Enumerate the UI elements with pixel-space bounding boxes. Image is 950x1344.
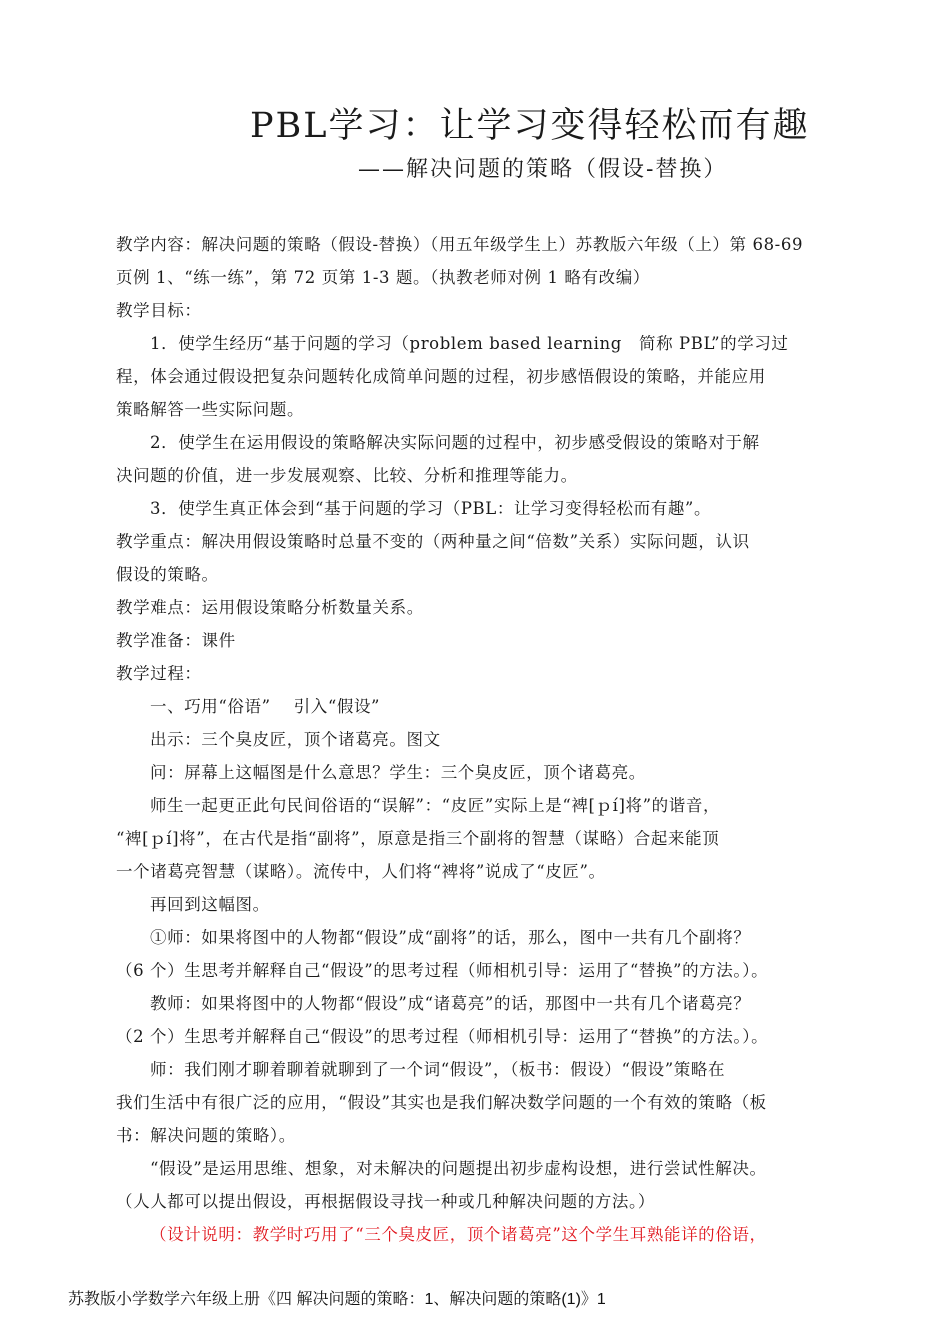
text-line: “裨[ｐí]将”，在古代是指“副将”，原意是指三个副将的智慧（谋略）合起来能顶 [116, 829, 720, 848]
text-line: ①师：如果将图中的人物都“假设”成“副将”的话，那么，图中一共有几个副将？ [150, 928, 751, 947]
design-note-line: （设计说明：教学时巧用了“三个臭皮匠，顶个诸葛亮”这个学生耳熟能详的俗语， [150, 1225, 767, 1244]
text-line: 2．使学生在运用假设的策略解决实际问题的过程中，初步感受假设的策略对于解 [150, 433, 760, 452]
page-title: PBL学习：让学习变得轻松而有趣 [250, 106, 810, 146]
text-line: 教师：如果将图中的人物都“假设”成“诸葛亮”的话，那图中一共有几个诸葛亮？ [150, 994, 751, 1013]
text-line: 一个诸葛亮智慧（谋略）。流传中，人们将“裨将”说成了“皮匠”。 [116, 862, 606, 881]
text-line: 问：屏幕上这幅图是什么意思？学生：三个臭皮匠，顶个诸葛亮。 [150, 763, 646, 782]
page-subtitle: ——解决问题的策略（假设-替换） [358, 157, 728, 182]
text-line: 假设的策略。 [116, 565, 219, 584]
text-line: （人人都可以提出假设，再根据假设寻找一种或几种解决问题的方法。） [116, 1192, 655, 1211]
text-line: 教学内容：解决问题的策略（假设-替换）（用五年级学生上）苏教版六年级（上）第 68-69 [116, 235, 804, 254]
text-line: 师生一起更正此句民间俗语的“误解”：“皮匠”实际上是“裨[ｐí]将”的谐音， [150, 796, 721, 815]
page-footer: 苏教版小学数学六年级上册《四 解决问题的策略：1、解决问题的策略(1)》1 [68, 1291, 606, 1308]
text-line: 决问题的价值，进一步发展观察、比较、分析和推理等能力。 [116, 466, 578, 485]
text-line: 1．使学生经历“基于问题的学习（problem based learning 简称 PBL”的学习过 [150, 334, 789, 353]
text-line: 一、巧用“俗语” 引入“假设” [150, 697, 381, 716]
text-line: 教学准备：课件 [116, 631, 236, 650]
section-heading: 教学目标： [116, 301, 202, 320]
section-heading: 教学过程： [116, 664, 202, 683]
text-line: 教学难点：运用假设策略分析数量关系。 [116, 598, 424, 617]
text-line: （6 个）生思考并解释自己“假设”的思考过程（师相机引导：运用了“替换”的方法。）。 [116, 961, 769, 980]
text-line: 页例 1、“练一练”，第 72 页第 1-3 题。（执教老师对例 1 略有改编） [116, 268, 650, 287]
text-line: 策略解答一些实际问题。 [116, 400, 305, 419]
text-line: 书：解决问题的策略）。 [116, 1126, 296, 1145]
text-line: 师：我们刚才聊着聊着就聊到了一个词“假设”，（板书：假设）“假设”策略在 [150, 1060, 726, 1079]
text-line: 出示：三个臭皮匠，顶个诸葛亮。图文 [150, 730, 441, 749]
text-line: 再回到这幅图。 [150, 895, 270, 914]
text-line: （2 个）生思考并解释自己“假设”的思考过程（师相机引导：运用了“替换”的方法。）。 [116, 1027, 769, 1046]
text-line: 教学重点：解决用假设策略时总量不变的（两种量之间“倍数”关系）实际问题，认识 [116, 532, 750, 551]
document-body [116, 228, 840, 1251]
text-line: 3．使学生真正体会到“基于问题的学习（PBL：让学习变得轻松而有趣”。 [150, 499, 712, 518]
text-line: “假设”是运用思维、想象，对未解决的问题提出初步虚构设想，进行尝试性解决。 [150, 1159, 767, 1178]
text-line: 我们生活中有很广泛的应用，“假设”其实也是我们解决数学问题的一个有效的策略（板 [116, 1093, 767, 1112]
text-line: 程，体会通过假设把复杂问题转化成简单问题的过程，初步感悟假设的策略，并能应用 [116, 367, 766, 386]
